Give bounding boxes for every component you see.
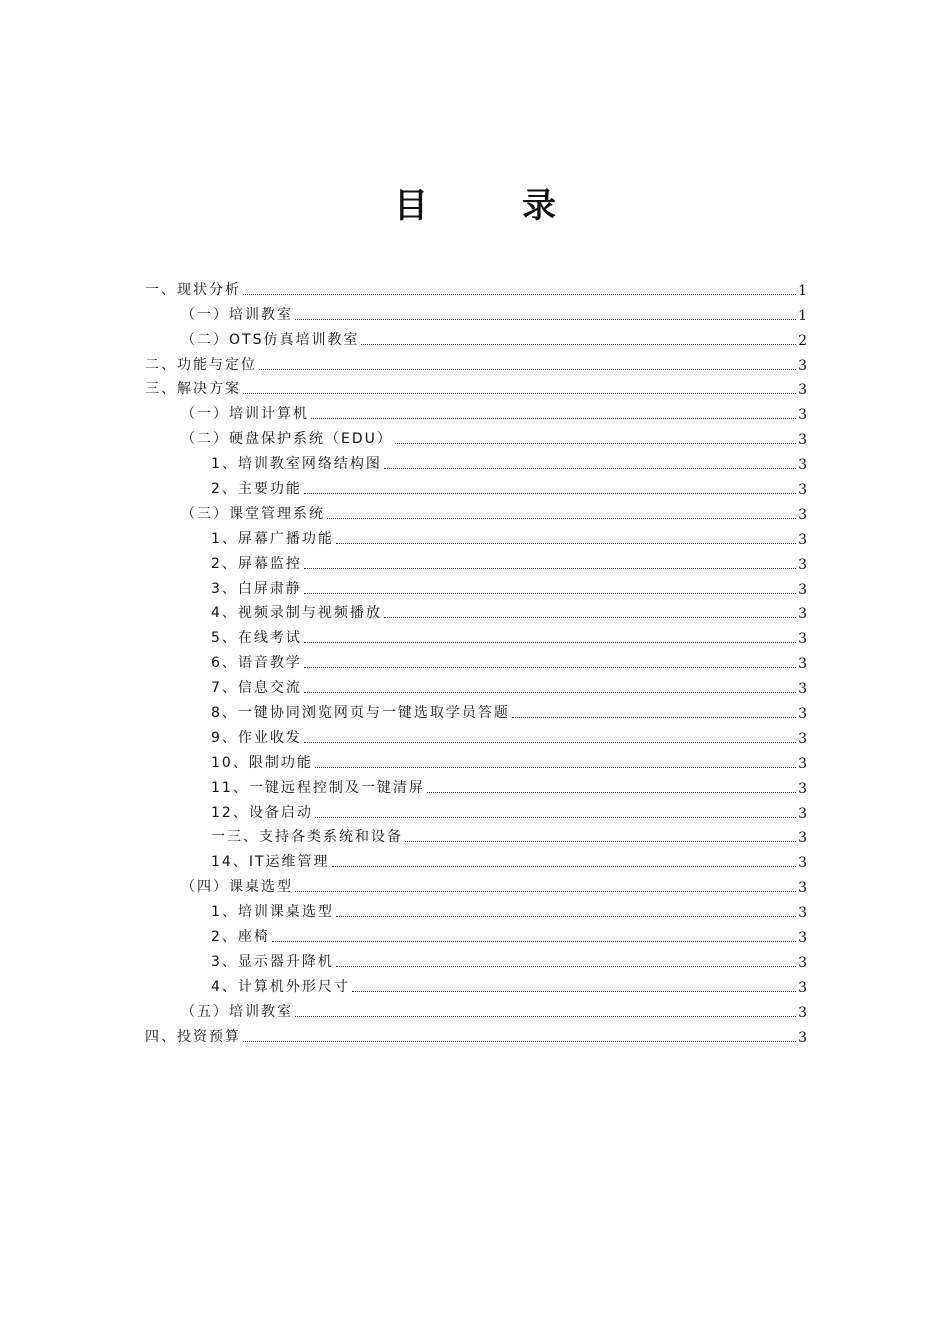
toc-dot-leader bbox=[352, 991, 796, 992]
toc-entry-page-number: 3 bbox=[798, 407, 807, 424]
toc-entry-page-number: 1 bbox=[798, 282, 807, 299]
toc-dot-leader bbox=[315, 767, 796, 768]
toc-entry-page-number: 3 bbox=[798, 432, 807, 449]
toc-entry-label: 5、在线考试 bbox=[211, 630, 302, 647]
toc-entry-page-number: 3 bbox=[798, 706, 807, 723]
toc-entry[interactable] bbox=[145, 697, 807, 722]
toc-entry-page-number: 3 bbox=[798, 382, 807, 399]
toc-entry-label: 6、语音教学 bbox=[211, 655, 302, 672]
toc-entry-label: 9、作业收发 bbox=[211, 729, 302, 746]
toc-entry[interactable] bbox=[145, 996, 807, 1021]
toc-dot-leader bbox=[295, 319, 796, 320]
toc-dot-leader bbox=[304, 742, 796, 743]
toc-dot-leader bbox=[315, 817, 796, 818]
toc-entry-label: 14、IT运维管理 bbox=[211, 854, 330, 871]
toc-dot-leader bbox=[304, 692, 796, 693]
toc-entry-label: 10、限制功能 bbox=[211, 754, 313, 771]
toc-entry[interactable] bbox=[145, 598, 807, 623]
toc-dot-leader bbox=[304, 593, 796, 594]
toc-dot-leader bbox=[361, 344, 796, 345]
toc-entry-page-number: 3 bbox=[798, 482, 807, 499]
toc-dot-leader bbox=[295, 1016, 796, 1017]
toc-dot-leader bbox=[304, 642, 796, 643]
toc-entry-label: 8、一键协同浏览网页与一键选取学员答题 bbox=[211, 705, 510, 722]
toc-entry-label: 4、视频录制与视频播放 bbox=[211, 605, 382, 622]
toc-entry-page-number: 3 bbox=[798, 930, 807, 947]
toc-entry[interactable] bbox=[145, 672, 807, 697]
toc-dot-leader bbox=[427, 792, 796, 793]
toc-entry[interactable] bbox=[145, 647, 807, 672]
toc-entry[interactable] bbox=[145, 548, 807, 573]
toc-entry-label: 1、培训教室网络结构图 bbox=[211, 456, 382, 473]
toc-entry[interactable] bbox=[145, 324, 807, 349]
toc-entry-page-number: 3 bbox=[798, 855, 807, 872]
toc-entry[interactable] bbox=[145, 946, 807, 971]
toc-entry-page-number: 3 bbox=[798, 606, 807, 623]
toc-dot-leader bbox=[405, 841, 796, 842]
toc-entry-page-number: 3 bbox=[798, 506, 807, 523]
toc-dot-leader bbox=[395, 443, 796, 444]
toc-entry[interactable] bbox=[145, 971, 807, 996]
toc-entry[interactable] bbox=[145, 871, 807, 896]
toc-entry-label: 四、投资预算 bbox=[145, 1028, 241, 1045]
toc-dot-leader bbox=[332, 866, 797, 867]
toc-entry-page-number: 3 bbox=[798, 631, 807, 648]
toc-entry-page-number: 3 bbox=[798, 556, 807, 573]
toc-dot-leader bbox=[243, 1041, 796, 1042]
toc-entry[interactable] bbox=[145, 374, 807, 399]
toc-entry-label: （四）课桌选型 bbox=[181, 879, 293, 896]
toc-entry[interactable] bbox=[145, 299, 807, 324]
toc-entry-label: 2、主要功能 bbox=[211, 481, 302, 498]
toc-entry[interactable] bbox=[145, 1021, 807, 1046]
toc-entry[interactable] bbox=[145, 896, 807, 921]
toc-entry[interactable] bbox=[145, 398, 807, 423]
toc-dot-leader bbox=[259, 369, 796, 370]
toc-entry-page-number: 3 bbox=[798, 681, 807, 698]
toc-entry-label: 1、培训课桌选型 bbox=[211, 904, 334, 921]
toc-entry-page-number: 3 bbox=[798, 531, 807, 548]
toc-entry-page-number: 3 bbox=[798, 581, 807, 598]
toc-dot-leader bbox=[295, 891, 796, 892]
toc-entry-page-number: 1 bbox=[798, 307, 807, 324]
toc-entry-label: 1、屏幕广播功能 bbox=[211, 530, 334, 547]
toc-entry-page-number: 3 bbox=[798, 905, 807, 922]
toc-entry-label: （一）培训教室 bbox=[181, 306, 293, 323]
toc-entry-page-number: 3 bbox=[798, 979, 807, 996]
toc-entry-label: 12、设备启动 bbox=[211, 804, 313, 821]
toc-entry-label: 4、计算机外形尺寸 bbox=[211, 978, 350, 995]
toc-entry[interactable] bbox=[145, 822, 807, 847]
toc-entry-page-number: 3 bbox=[798, 1029, 807, 1046]
toc-dot-leader bbox=[336, 916, 796, 917]
toc-entry[interactable] bbox=[145, 473, 807, 498]
toc-entry-label: （三）课堂管理系统 bbox=[181, 505, 325, 522]
toc-dot-leader bbox=[304, 568, 796, 569]
toc-entry-page-number: 3 bbox=[798, 1004, 807, 1021]
toc-entry-page-number: 3 bbox=[798, 730, 807, 747]
toc-dot-leader bbox=[272, 941, 796, 942]
toc-dot-leader bbox=[384, 468, 796, 469]
toc-entry-label: 一、现状分析 bbox=[145, 281, 241, 298]
toc-entry-page-number: 3 bbox=[798, 880, 807, 897]
toc-entry[interactable] bbox=[145, 274, 807, 299]
toc-entry-page-number: 3 bbox=[798, 656, 807, 673]
toc-dot-leader bbox=[384, 617, 796, 618]
toc-entry-page-number: 3 bbox=[798, 830, 807, 847]
toc-entry[interactable] bbox=[145, 846, 807, 871]
toc-entry[interactable] bbox=[145, 448, 807, 473]
toc-entry-label: （五）培训教室 bbox=[181, 1003, 293, 1020]
toc-entry-label: （二）硬盘保护系统（EDU） bbox=[181, 431, 393, 448]
toc-dot-leader bbox=[311, 418, 796, 419]
toc-entry-label: （一）培训计算机 bbox=[181, 406, 309, 423]
toc-entry[interactable] bbox=[145, 523, 807, 548]
toc-dot-leader bbox=[243, 294, 796, 295]
toc-entry-page-number: 3 bbox=[798, 357, 807, 374]
toc-entry-label: 三、解决方案 bbox=[145, 381, 241, 398]
toc-entry[interactable] bbox=[145, 349, 807, 374]
toc-entry[interactable] bbox=[145, 498, 807, 523]
toc-dot-leader bbox=[336, 966, 796, 967]
toc-entry[interactable] bbox=[145, 573, 807, 598]
toc-entry-page-number: 3 bbox=[798, 954, 807, 971]
toc-entry-label: 二、功能与定位 bbox=[145, 356, 257, 373]
toc-dot-leader bbox=[336, 543, 796, 544]
toc-entry-label: 一三、支持各类系统和设备 bbox=[211, 829, 403, 846]
toc-entry-label: 11、一键远程控制及一键清屏 bbox=[211, 779, 425, 796]
toc-entry-label: （二）OTS仿真培训教室 bbox=[181, 331, 360, 348]
toc-dot-leader bbox=[327, 518, 796, 519]
toc-entry[interactable] bbox=[145, 622, 807, 647]
toc-entry[interactable] bbox=[145, 797, 807, 822]
toc-entry-page-number: 3 bbox=[798, 457, 807, 474]
page-title: 目 录 bbox=[394, 186, 586, 226]
toc-entry[interactable] bbox=[145, 747, 807, 772]
toc-dot-leader bbox=[512, 717, 796, 718]
toc-entry-label: 7、信息交流 bbox=[211, 680, 302, 697]
toc-entry[interactable] bbox=[145, 722, 807, 747]
toc-entry-label: 2、座椅 bbox=[211, 929, 270, 946]
toc-dot-leader bbox=[243, 393, 796, 394]
toc-entry-page-number: 2 bbox=[798, 332, 807, 349]
toc-entry-page-number: 3 bbox=[798, 780, 807, 797]
table-of-contents bbox=[145, 274, 807, 1046]
toc-dot-leader bbox=[304, 493, 796, 494]
toc-entry-page-number: 3 bbox=[798, 805, 807, 822]
toc-entry[interactable] bbox=[145, 423, 807, 448]
toc-entry[interactable] bbox=[145, 921, 807, 946]
toc-entry-label: 3、白屏肃静 bbox=[211, 580, 302, 597]
toc-entry-page-number: 3 bbox=[798, 755, 807, 772]
toc-entry-label: 3、显示器升降机 bbox=[211, 953, 334, 970]
toc-entry-label: 2、屏幕监控 bbox=[211, 555, 302, 572]
toc-entry[interactable] bbox=[145, 772, 807, 797]
toc-dot-leader bbox=[304, 667, 796, 668]
